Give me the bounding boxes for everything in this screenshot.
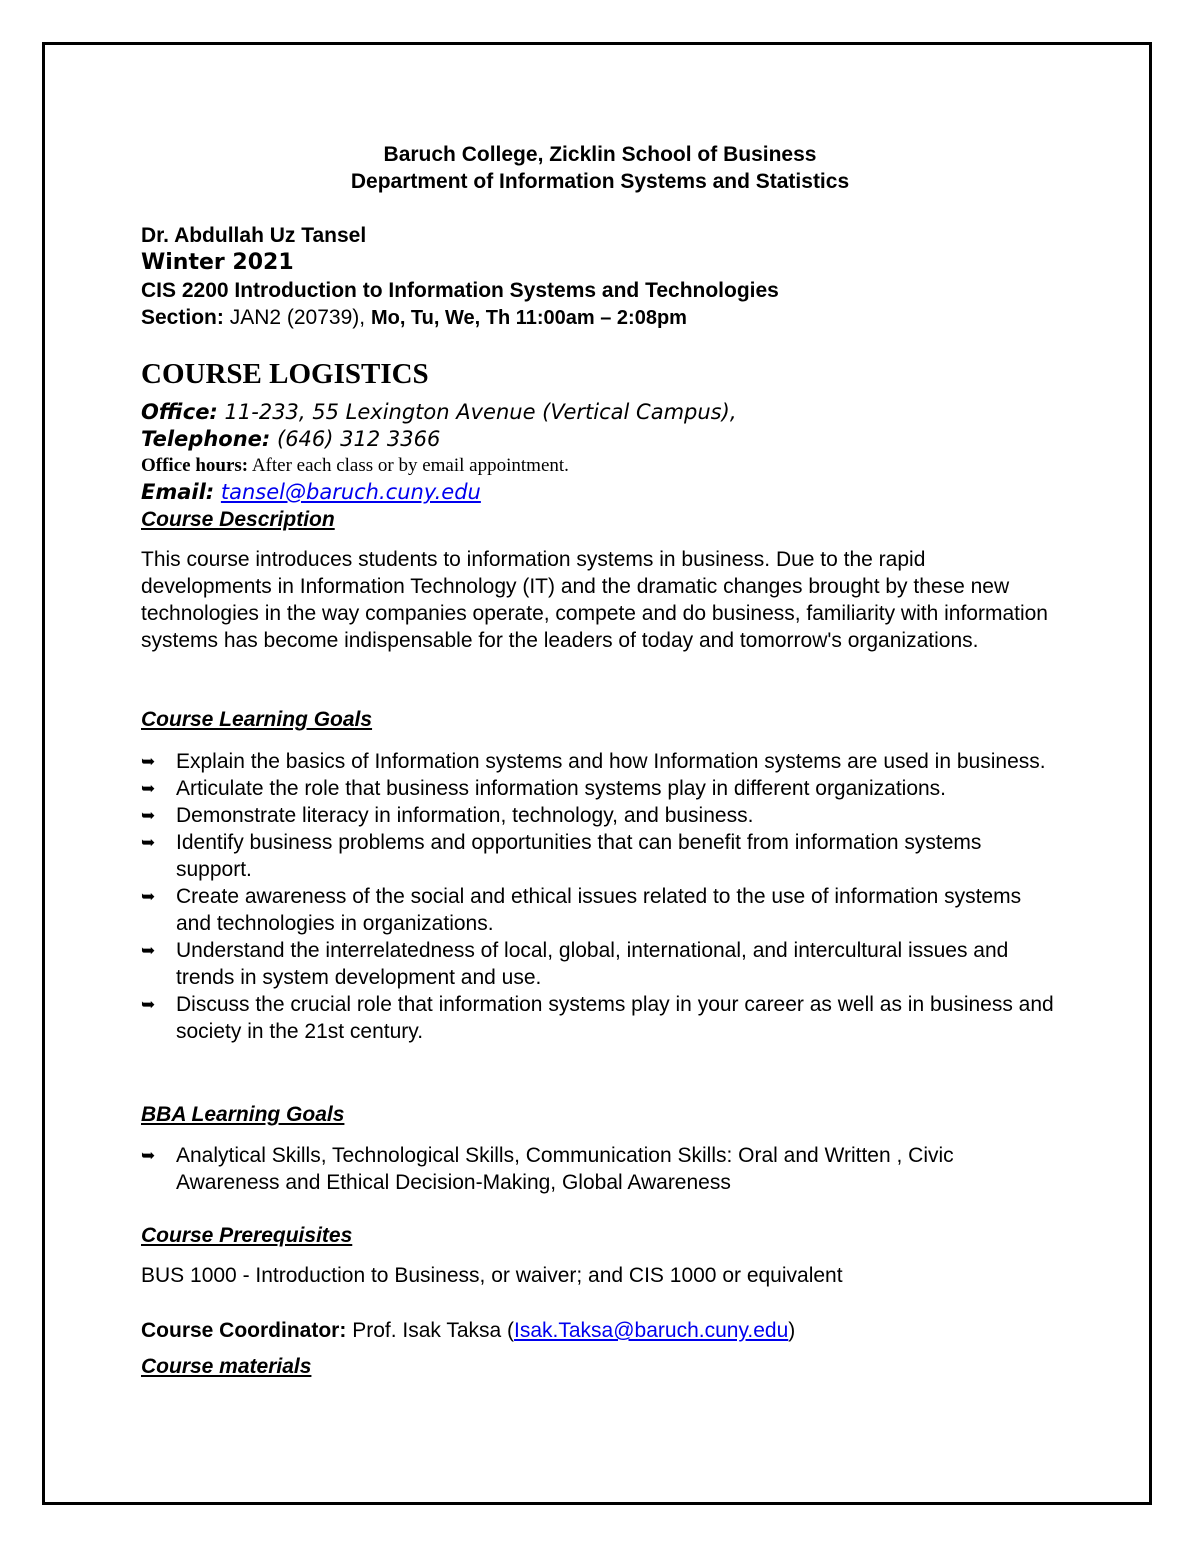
learning-goals-list (141, 748, 1061, 1045)
bullet-arrow-icon: ➥ (141, 806, 156, 825)
bullet-arrow-icon: ➥ (141, 779, 156, 798)
office-label: Office: (141, 400, 218, 424)
coordinator-label: Course Coordinator: (141, 1319, 347, 1342)
learning-goals-heading: Course Learning Goals (141, 708, 373, 731)
telephone-label: Telephone: (141, 427, 271, 451)
goal-text: Discuss the crucial role that information systems play in your career as well as in business and society in the 21st century. (176, 993, 1054, 1043)
bba-goals-heading: BBA Learning Goals (141, 1103, 345, 1126)
goal-text: Identify business problems and opportunities that can benefit from information systems support. (176, 831, 982, 881)
bullet-arrow-icon: ➥ (141, 887, 156, 906)
list-item (141, 991, 1061, 1045)
goal-text: Articulate the role that business information systems play in different organizations. (176, 777, 947, 800)
course-materials-heading: Course materials (141, 1355, 312, 1378)
office-hours-value: After each class or by email appointment. (251, 455, 569, 476)
college-name: Baruch College, Zicklin School of Business (383, 143, 817, 166)
coordinator-line (141, 1317, 795, 1344)
bba-goal-text: Analytical Skills, Technological Skills, Communication Skills: Oral and Written , Civic Awareness and Ethical Decision-Making, Global Awareness (176, 1144, 954, 1194)
office-value: 11-233, 55 Lexington Avenue (Vertical Campus), (224, 400, 737, 424)
list-item (141, 883, 1061, 937)
list-item (141, 748, 1061, 775)
department-name: Department of Information Systems and Statistics (350, 170, 850, 193)
bullet-arrow-icon: ➥ (141, 833, 156, 852)
list-item (141, 1142, 1061, 1196)
course-description-heading: Course Description (141, 508, 335, 531)
list-item (141, 937, 1061, 991)
coordinator-email-link[interactable]: Isak.Taksa@baruch.cuny.edu (514, 1319, 789, 1342)
term: Winter 2021 (141, 250, 294, 275)
goal-text: Demonstrate literacy in information, technology, and business. (176, 804, 754, 827)
bullet-arrow-icon: ➥ (141, 941, 156, 960)
email-label: Email: (141, 480, 215, 504)
section-label: Section: (141, 306, 224, 329)
course-title: CIS 2200 Introduction to Information Systems and Technologies (141, 279, 779, 302)
section-code: JAN2 (20739), (229, 306, 366, 329)
list-item (141, 802, 1061, 829)
bullet-arrow-icon: ➥ (141, 752, 156, 771)
office-hours-label: Office hours: (141, 455, 249, 476)
office-hours-line (141, 455, 569, 477)
list-item (141, 829, 1061, 883)
logistics-heading: COURSE LOGISTICS (141, 358, 429, 390)
instructor-name: Dr. Abdullah Uz Tansel (141, 224, 367, 247)
prerequisites-heading: Course Prerequisites (141, 1224, 353, 1247)
prerequisites-text: BUS 1000 - Introduction to Business, or waiver; and CIS 1000 or equivalent (141, 1264, 843, 1287)
telephone-value: (646) 312 3366 (277, 427, 441, 451)
course-description-text: This course introduces students to information systems in business. Due to the rapid developments in Information Technology (IT) and the dramatic changes brought by these new technologies in the way companies operate, compete and do business, familiarity with information systems has become indispensable for the leaders of today and tomorrow's organizations. (141, 548, 1048, 652)
bba-goals-list (141, 1142, 1061, 1196)
coordinator-name: Prof. Isak Taksa ( (352, 1319, 515, 1342)
bullet-arrow-icon: ➥ (141, 1146, 156, 1165)
telephone-line (141, 427, 440, 451)
office-line (141, 400, 737, 424)
section-time: Mo, Tu, We, Th 11:00am – 2:08pm (370, 307, 687, 329)
goal-text: Explain the basics of Information systems and how Information systems are used in business. (176, 750, 1046, 773)
goal-text: Create awareness of the social and ethical issues related to the use of information systems and technologies in organizations. (176, 885, 1022, 935)
bullet-arrow-icon: ➥ (141, 995, 156, 1014)
email-link[interactable]: tansel@baruch.cuny.edu (220, 480, 481, 504)
goal-text: Understand the interrelatedness of local, global, international, and intercultural issues and trends in system development and use. (176, 939, 1009, 989)
list-item (141, 775, 1061, 802)
email-line (141, 480, 481, 504)
coordinator-suffix: ) (788, 1319, 796, 1342)
section-line (141, 306, 687, 330)
